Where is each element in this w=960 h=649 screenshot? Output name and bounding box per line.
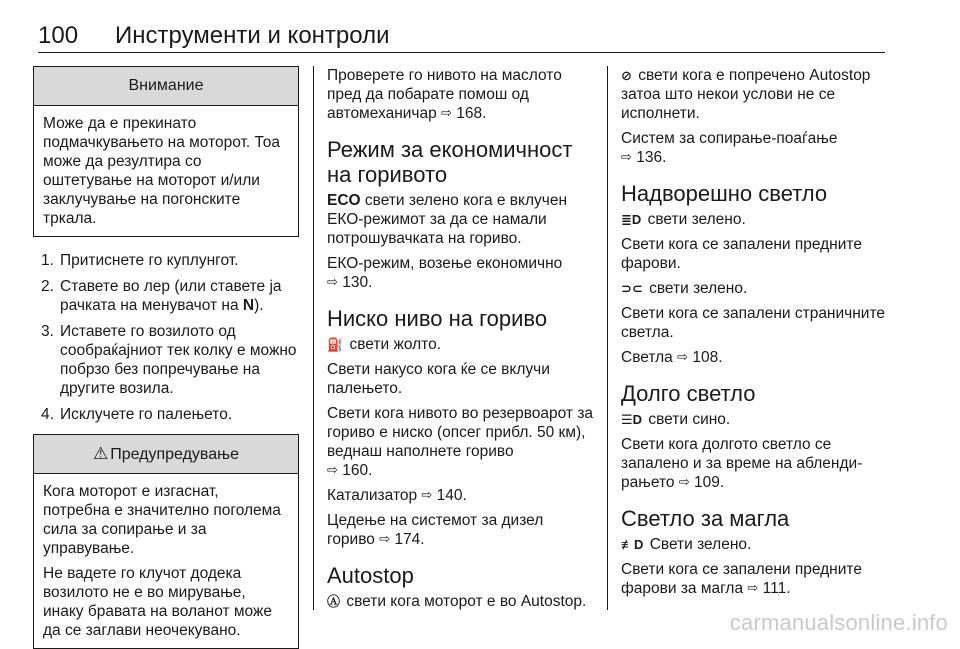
notice-box-title: Внимание — [34, 67, 298, 106]
fuel-paragraph: Свети накусо кога ќе се вклучи палењето. — [327, 361, 550, 397]
fuel-state-text: свети жолто. — [345, 336, 442, 353]
page-ref-arrow-icon: ⇨ — [621, 149, 632, 164]
side-light-state — [621, 279, 891, 298]
warning-box-body — [34, 474, 298, 648]
gear-neutral-label: N — [242, 297, 255, 314]
fog-state-text: Свети зелено. — [645, 536, 752, 553]
eco-heading: Режим за економичност на горивото — [327, 137, 573, 187]
diesel-text: Цедење на системот за дизел гориво — [327, 512, 544, 548]
high-beam-paragraph — [621, 435, 891, 492]
fog-light-paragraph — [621, 560, 891, 598]
page-ref-arrow-icon: ⇨ — [421, 487, 433, 502]
autostop-crossed-paragraph — [621, 66, 891, 123]
page-ref-arrow-icon: ⇨ — [678, 474, 690, 489]
fuel-text: Свети кога нивото во резервоарот за гориво е ниско (опсег прибл. 50 км), веднаш наполнете гориво — [327, 405, 594, 460]
page-ref[interactable]: 130. — [342, 274, 373, 291]
list-item — [33, 277, 299, 315]
fuel-paragraph — [327, 404, 595, 480]
column-2 — [327, 66, 595, 617]
notice-paragraph: Може да е прекинато подмачкувањето на моторот. Тоа може да резултира со оштетување на моторот и/или заклучување на погонските тркала. — [43, 115, 281, 227]
low-fuel-heading: Ниско ниво на гориво — [327, 306, 548, 331]
page-ref[interactable]: 109. — [694, 474, 725, 491]
column-3 — [621, 66, 891, 604]
page-ref[interactable]: 160. — [342, 462, 373, 479]
steps-list — [33, 251, 299, 424]
page-ref[interactable]: 174. — [394, 531, 425, 548]
fog-light-icon: ≢D — [621, 537, 644, 552]
page-ref-arrow-icon: ⇨ — [747, 580, 759, 595]
oil-check-text: Проверете го нивото на маслото пред да побарате помош од автомеханичар — [327, 67, 562, 122]
page-header — [38, 22, 885, 53]
brake-paragraph — [621, 129, 891, 167]
page-ref-arrow-icon: ⇨ — [441, 105, 452, 120]
page-ref[interactable]: 111. — [762, 580, 791, 597]
eco-label: ECO — [327, 192, 361, 209]
exterior-paragraph: Свети кога се запалени предните фарови. — [621, 236, 862, 272]
side-light-paragraph: Свети кога се запалени страничните светла. — [621, 305, 885, 341]
page-ref[interactable]: 168. — [456, 105, 487, 122]
page-ref-arrow-icon: ⇨ — [327, 274, 338, 289]
autostop-paragraph — [327, 592, 595, 611]
notice-box-body — [34, 106, 298, 236]
list-item — [33, 405, 299, 424]
exterior-light-heading: Надворешно светло — [621, 181, 828, 206]
column-divider — [313, 66, 314, 610]
diesel-paragraph — [327, 511, 595, 549]
notice-box — [33, 66, 299, 237]
list-item — [33, 251, 299, 270]
autostop-crossed-icon: ⊘ — [621, 68, 632, 83]
high-beam-text: Свети кога долгото светло се запалено и за време на аблендирањето — [621, 436, 863, 491]
page-number: 100 — [38, 22, 79, 49]
autostop-heading: Autostop — [327, 563, 414, 588]
fuel-pump-icon: ⛽ — [327, 337, 344, 352]
warning-paragraph: Не вадете го клучот додека возилото не е во мирување, инаку бравата на воланот може да се заглави неочекувано. — [43, 565, 272, 639]
high-beam-icon: ☰D — [621, 412, 643, 427]
fog-text: Свети кога се запалени предните фарови за магла — [621, 561, 862, 597]
high-state-text: свети сино. — [644, 411, 731, 428]
high-beam-heading: Долго светло — [621, 381, 756, 406]
step-text: Иставете го возилото од сообраќајниот тек колку е можно побрзо без попречување на другите возила. — [60, 323, 297, 397]
step-number: 2. — [41, 278, 54, 295]
warning-box — [33, 434, 299, 649]
side-state-text: свети зелено. — [644, 280, 748, 297]
lights-text: Светла — [621, 349, 673, 366]
step-text: Притиснете го куплунгот. — [60, 252, 239, 269]
page-ref-arrow-icon: ⇨ — [677, 349, 689, 364]
eco-ref-text: ЕКО-режим, возење економично — [327, 255, 563, 272]
step-text-end: ). — [254, 297, 264, 314]
list-item — [33, 322, 299, 398]
step-text: Исклучете го палењето. — [60, 406, 233, 423]
brake-text: Систем за сопирање-поаѓање — [621, 130, 838, 147]
autostop-text: свети кога моторот е во Autostop. — [342, 593, 587, 610]
page-ref-arrow-icon: ⇨ — [379, 531, 391, 546]
page-ref[interactable]: 136. — [636, 149, 667, 166]
exterior-state-text: свети зелено. — [643, 211, 746, 228]
chapter-title: Инструменти и контроли — [115, 22, 390, 49]
step-text: Ставете во лер (или ставете ја рачката на менувачот на — [60, 278, 282, 314]
fog-light-heading: Светло за магла — [621, 506, 790, 531]
warning-paragraph: Кога моторот е изгаснат, потребна е значително поголема сила за сопирање и за управување. — [43, 483, 281, 557]
step-number: 1. — [41, 252, 54, 269]
eco-text: свети зелено кога е вклучен ЕКО-режимот за да се намали потрошувачката на гориво. — [327, 192, 568, 247]
catalyst-paragraph — [327, 486, 595, 505]
side-light-icon: ⊃⊂ — [621, 281, 643, 296]
eco-ref-paragraph — [327, 254, 595, 292]
page-ref[interactable]: 108. — [692, 349, 723, 366]
page-ref[interactable]: 140. — [436, 487, 467, 504]
step-number: 4. — [41, 406, 54, 423]
watermark: carmanualsonline.info — [729, 610, 948, 635]
oil-check-paragraph — [327, 66, 595, 123]
headlight-icon: ≣D — [621, 212, 642, 227]
exterior-state — [621, 210, 891, 229]
step-number: 3. — [41, 323, 54, 340]
fuel-state — [327, 335, 595, 354]
lights-ref-paragraph — [621, 348, 891, 367]
warning-box-title — [34, 435, 298, 474]
warning-triangle-icon: ⚠ — [92, 444, 109, 463]
column-1 — [33, 66, 299, 649]
catalyst-text: Катализатор — [327, 487, 418, 504]
high-beam-state — [621, 410, 891, 429]
fog-light-state — [621, 535, 891, 554]
autostop-icon: Ⓐ — [327, 594, 341, 609]
eco-paragraph — [327, 191, 595, 248]
warning-title-text: Предупредување — [110, 446, 240, 463]
column-divider — [607, 66, 608, 610]
page-ref-arrow-icon: ⇨ — [327, 462, 338, 477]
autostop-crossed-text: свети кога е попречено Autostop затоа што некои услови не се исполнети. — [621, 67, 871, 122]
